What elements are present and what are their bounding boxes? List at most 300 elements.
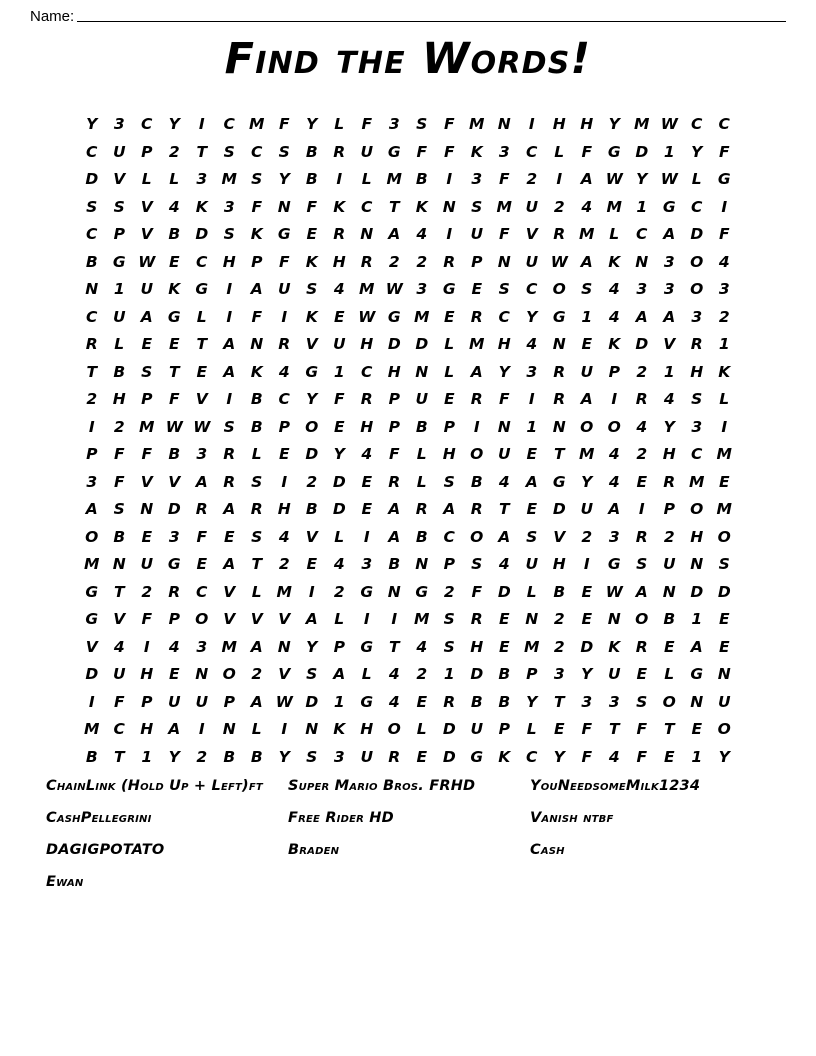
grid-cell[interactable]: K xyxy=(608,335,621,354)
grid-cell[interactable]: V xyxy=(140,197,153,216)
grid-cell[interactable]: R xyxy=(278,335,291,354)
grid-cell[interactable]: Y xyxy=(168,747,180,766)
grid-cell[interactable]: F xyxy=(113,445,125,464)
grid-cell[interactable]: D xyxy=(497,582,511,601)
grid-cell[interactable]: A xyxy=(635,307,648,326)
grid-cell[interactable]: M xyxy=(359,280,375,299)
grid-cell[interactable]: P xyxy=(333,637,345,656)
grid-cell[interactable]: U xyxy=(717,692,731,711)
grid-cell[interactable]: F xyxy=(141,445,153,464)
grid-cell[interactable]: L xyxy=(251,582,262,601)
grid-cell[interactable]: 3 xyxy=(581,692,593,711)
grid-cell[interactable]: B xyxy=(553,582,566,601)
grid-cell[interactable]: 4 xyxy=(608,280,620,299)
grid-cell[interactable]: K xyxy=(168,280,181,299)
grid-cell[interactable]: L xyxy=(444,362,455,381)
grid-cell[interactable]: A xyxy=(85,500,98,519)
grid-cell[interactable]: P xyxy=(251,252,263,271)
grid-cell[interactable]: V xyxy=(140,472,153,491)
grid-cell[interactable]: S xyxy=(223,142,235,161)
grid-cell[interactable]: A xyxy=(443,500,456,519)
grid-cell[interactable]: M xyxy=(139,417,155,436)
grid-cell[interactable]: 1 xyxy=(333,362,345,381)
grid-cell[interactable]: R xyxy=(470,500,483,519)
grid-cell[interactable]: K xyxy=(250,362,263,381)
grid-cell[interactable]: F xyxy=(361,115,373,134)
grid-cell[interactable]: H xyxy=(140,665,154,684)
grid-cell[interactable]: H xyxy=(552,115,566,134)
grid-cell[interactable]: Y xyxy=(526,307,538,326)
grid-cell[interactable]: R xyxy=(388,747,401,766)
grid-cell[interactable]: P xyxy=(498,720,510,739)
grid-cell[interactable]: N xyxy=(497,417,511,436)
grid-cell[interactable]: N xyxy=(415,362,429,381)
grid-cell[interactable]: A xyxy=(663,225,676,244)
grid-cell[interactable]: N xyxy=(552,417,566,436)
grid-cell[interactable]: I xyxy=(391,610,398,629)
grid-cell[interactable]: H xyxy=(112,390,126,409)
grid-cell[interactable]: C xyxy=(86,142,98,161)
grid-cell[interactable]: K xyxy=(195,197,208,216)
grid-cell[interactable]: D xyxy=(415,335,429,354)
grid-cell[interactable]: I xyxy=(88,417,95,436)
grid-cell[interactable]: U xyxy=(167,692,181,711)
grid-cell[interactable]: U xyxy=(332,335,346,354)
grid-cell[interactable]: I xyxy=(198,115,205,134)
grid-cell[interactable]: W xyxy=(138,252,156,271)
grid-cell[interactable]: A xyxy=(635,582,648,601)
grid-cell[interactable]: E xyxy=(168,252,180,271)
grid-cell[interactable]: C xyxy=(113,720,125,739)
grid-cell[interactable]: B xyxy=(168,445,181,464)
grid-cell[interactable]: W xyxy=(605,582,623,601)
grid-cell[interactable]: Y xyxy=(663,417,675,436)
grid-cell[interactable]: U xyxy=(277,280,291,299)
grid-cell[interactable]: D xyxy=(717,582,731,601)
grid-cell[interactable]: Y xyxy=(498,362,510,381)
grid-cell[interactable]: D xyxy=(470,665,484,684)
grid-cell[interactable]: M xyxy=(496,197,512,216)
grid-cell[interactable]: F xyxy=(416,142,428,161)
grid-cell[interactable]: E xyxy=(663,747,675,766)
grid-cell[interactable]: P xyxy=(141,142,153,161)
grid-cell[interactable]: 1 xyxy=(333,692,345,711)
grid-cell[interactable]: H xyxy=(332,252,346,271)
grid-cell[interactable]: P xyxy=(388,417,400,436)
grid-cell[interactable]: S xyxy=(498,280,510,299)
grid-cell[interactable]: S xyxy=(251,170,263,189)
grid-cell[interactable]: E xyxy=(141,335,153,354)
grid-cell[interactable]: G xyxy=(360,692,374,711)
grid-cell[interactable]: S xyxy=(141,362,153,381)
grid-cell[interactable]: U xyxy=(360,747,374,766)
grid-cell[interactable]: 2 xyxy=(388,252,400,271)
grid-cell[interactable]: 4 xyxy=(168,197,180,216)
grid-cell[interactable]: E xyxy=(498,610,510,629)
grid-cell[interactable]: C xyxy=(526,747,538,766)
grid-cell[interactable]: L xyxy=(114,335,125,354)
grid-cell[interactable]: A xyxy=(498,527,511,546)
grid-cell[interactable]: O xyxy=(717,527,731,546)
grid-cell[interactable]: M xyxy=(469,335,485,354)
grid-cell[interactable]: O xyxy=(717,720,731,739)
grid-cell[interactable]: L xyxy=(554,142,565,161)
grid-cell[interactable]: L xyxy=(251,445,262,464)
grid-cell[interactable]: E xyxy=(306,555,318,574)
grid-cell[interactable]: D xyxy=(387,335,401,354)
grid-cell[interactable]: S xyxy=(636,555,648,574)
grid-cell[interactable]: 3 xyxy=(113,115,125,134)
grid-cell[interactable]: N xyxy=(250,335,264,354)
grid-cell[interactable]: 3 xyxy=(526,362,538,381)
grid-cell[interactable]: L xyxy=(609,225,620,244)
grid-cell[interactable]: K xyxy=(305,252,318,271)
grid-cell[interactable]: F xyxy=(443,115,455,134)
word-list-item[interactable]: CashPellegrini xyxy=(46,810,152,826)
grid-cell[interactable]: Y xyxy=(608,115,620,134)
grid-cell[interactable]: 3 xyxy=(636,280,648,299)
grid-cell[interactable]: N xyxy=(360,225,374,244)
grid-cell[interactable]: N xyxy=(387,582,401,601)
grid-cell[interactable]: T xyxy=(608,720,620,739)
grid-cell[interactable]: P xyxy=(86,445,98,464)
grid-cell[interactable]: K xyxy=(333,720,346,739)
grid-cell[interactable]: E xyxy=(526,445,538,464)
grid-cell[interactable]: F xyxy=(471,582,483,601)
grid-cell[interactable]: O xyxy=(470,527,484,546)
grid-cell[interactable]: W xyxy=(165,417,183,436)
grid-cell[interactable]: A xyxy=(223,335,236,354)
grid-cell[interactable]: G xyxy=(167,555,181,574)
grid-cell[interactable]: E xyxy=(581,610,593,629)
grid-cell[interactable]: I xyxy=(226,280,233,299)
grid-cell[interactable]: S xyxy=(113,500,125,519)
grid-cell[interactable]: K xyxy=(250,225,263,244)
grid-cell[interactable]: U xyxy=(662,555,676,574)
grid-cell[interactable]: S xyxy=(251,527,263,546)
grid-cell[interactable]: C xyxy=(691,445,703,464)
grid-cell[interactable]: Y xyxy=(306,390,318,409)
grid-cell[interactable]: M xyxy=(84,555,100,574)
grid-cell[interactable]: H xyxy=(360,720,374,739)
grid-cell[interactable]: R xyxy=(85,335,98,354)
grid-cell[interactable]: 2 xyxy=(113,417,125,436)
grid-cell[interactable]: C xyxy=(361,197,373,216)
grid-cell[interactable]: V xyxy=(223,610,236,629)
grid-cell[interactable]: 4 xyxy=(608,307,620,326)
grid-cell[interactable]: 1 xyxy=(718,335,730,354)
grid-cell[interactable]: S xyxy=(223,417,235,436)
grid-cell[interactable]: 4 xyxy=(498,555,510,574)
grid-cell[interactable]: D xyxy=(635,335,649,354)
grid-cell[interactable]: N xyxy=(222,720,236,739)
grid-cell[interactable]: 4 xyxy=(663,390,675,409)
grid-cell[interactable]: F xyxy=(718,225,730,244)
grid-cell[interactable]: V xyxy=(305,335,318,354)
grid-cell[interactable]: C xyxy=(251,142,263,161)
grid-cell[interactable]: Y xyxy=(278,170,290,189)
grid-cell[interactable]: 4 xyxy=(278,362,290,381)
grid-cell[interactable]: L xyxy=(444,335,455,354)
grid-cell[interactable]: M xyxy=(221,170,237,189)
grid-cell[interactable]: M xyxy=(386,170,402,189)
grid-cell[interactable]: Y xyxy=(581,665,593,684)
word-list-item[interactable]: Cash xyxy=(530,842,565,858)
grid-cell[interactable]: G xyxy=(552,472,566,491)
grid-cell[interactable]: K xyxy=(415,197,428,216)
grid-cell[interactable]: S xyxy=(443,610,455,629)
grid-cell[interactable]: T xyxy=(113,582,125,601)
grid-cell[interactable]: 2 xyxy=(553,197,565,216)
grid-cell[interactable]: 1 xyxy=(691,747,703,766)
grid-cell[interactable]: I xyxy=(556,170,563,189)
grid-cell[interactable]: R xyxy=(663,472,676,491)
grid-cell[interactable]: C xyxy=(361,362,373,381)
grid-cell[interactable]: L xyxy=(334,610,345,629)
grid-cell[interactable]: R xyxy=(635,637,648,656)
grid-cell[interactable]: Y xyxy=(168,115,180,134)
grid-cell[interactable]: V xyxy=(85,637,98,656)
grid-cell[interactable]: 4 xyxy=(333,280,345,299)
grid-cell[interactable]: B xyxy=(498,692,511,711)
word-list-item[interactable]: Ewan xyxy=(46,874,84,890)
word-list-item[interactable]: Braden xyxy=(288,842,340,858)
grid-cell[interactable]: K xyxy=(718,362,731,381)
grid-cell[interactable]: S xyxy=(471,197,483,216)
grid-cell[interactable]: I xyxy=(198,720,205,739)
grid-cell[interactable]: I xyxy=(281,720,288,739)
grid-cell[interactable]: V xyxy=(525,225,538,244)
grid-cell[interactable]: C xyxy=(86,225,98,244)
grid-cell[interactable]: H xyxy=(360,417,374,436)
grid-cell[interactable]: A xyxy=(388,225,401,244)
grid-cell[interactable]: R xyxy=(470,390,483,409)
grid-cell[interactable]: A xyxy=(388,500,401,519)
grid-cell[interactable]: S xyxy=(443,637,455,656)
grid-cell[interactable]: W xyxy=(385,280,403,299)
grid-cell[interactable]: S xyxy=(718,555,730,574)
grid-cell[interactable]: 1 xyxy=(636,197,648,216)
grid-cell[interactable]: O xyxy=(690,252,704,271)
grid-cell[interactable]: 2 xyxy=(168,142,180,161)
grid-cell[interactable]: T xyxy=(553,692,565,711)
grid-cell[interactable]: L xyxy=(361,170,372,189)
grid-cell[interactable]: U xyxy=(470,225,484,244)
grid-cell[interactable]: I xyxy=(363,610,370,629)
grid-cell[interactable]: H xyxy=(497,335,511,354)
grid-cell[interactable]: 4 xyxy=(361,445,373,464)
grid-cell[interactable]: U xyxy=(525,252,539,271)
grid-cell[interactable]: 2 xyxy=(553,637,565,656)
grid-cell[interactable]: S xyxy=(251,472,263,491)
grid-cell[interactable]: M xyxy=(414,610,430,629)
grid-cell[interactable]: S xyxy=(471,555,483,574)
grid-cell[interactable]: H xyxy=(690,527,704,546)
grid-cell[interactable]: N xyxy=(305,720,319,739)
grid-cell[interactable]: B xyxy=(663,610,676,629)
grid-cell[interactable]: F xyxy=(388,445,400,464)
grid-cell[interactable]: A xyxy=(305,610,318,629)
grid-cell[interactable]: R xyxy=(635,527,648,546)
grid-cell[interactable]: 3 xyxy=(388,115,400,134)
grid-cell[interactable]: B xyxy=(498,665,511,684)
grid-cell[interactable]: O xyxy=(552,280,566,299)
grid-cell[interactable]: P xyxy=(141,390,153,409)
grid-cell[interactable]: I xyxy=(446,170,453,189)
grid-cell[interactable]: A xyxy=(250,637,263,656)
grid-cell[interactable]: E xyxy=(196,362,208,381)
grid-cell[interactable]: B xyxy=(305,170,318,189)
grid-cell[interactable]: V xyxy=(305,527,318,546)
grid-cell[interactable]: M xyxy=(276,582,292,601)
grid-cell[interactable]: S xyxy=(526,527,538,546)
grid-cell[interactable]: 4 xyxy=(526,335,538,354)
grid-cell[interactable]: C xyxy=(141,115,153,134)
grid-cell[interactable]: 1 xyxy=(113,280,125,299)
grid-cell[interactable]: S xyxy=(416,115,428,134)
grid-cell[interactable]: D xyxy=(305,445,319,464)
grid-cell[interactable]: 4 xyxy=(388,665,400,684)
grid-cell[interactable]: T xyxy=(196,142,208,161)
grid-cell[interactable]: U xyxy=(140,555,154,574)
grid-cell[interactable]: 2 xyxy=(251,665,263,684)
grid-cell[interactable]: E xyxy=(553,720,565,739)
grid-cell[interactable]: O xyxy=(662,692,676,711)
grid-cell[interactable]: T xyxy=(86,362,98,381)
grid-cell[interactable]: U xyxy=(112,665,126,684)
grid-cell[interactable]: Y xyxy=(718,747,730,766)
grid-cell[interactable]: G xyxy=(552,307,566,326)
grid-cell[interactable]: D xyxy=(690,225,704,244)
grid-cell[interactable]: F xyxy=(113,692,125,711)
grid-cell[interactable]: M xyxy=(579,445,595,464)
grid-cell[interactable]: R xyxy=(333,142,346,161)
grid-cell[interactable]: G xyxy=(112,252,126,271)
grid-cell[interactable]: 2 xyxy=(278,555,290,574)
grid-cell[interactable]: N xyxy=(140,500,154,519)
grid-cell[interactable]: 2 xyxy=(416,665,428,684)
grid-cell[interactable]: F xyxy=(278,115,290,134)
word-list-item[interactable]: ChainLink (Hold Up + Left)ft xyxy=(46,778,263,794)
grid-cell[interactable]: R xyxy=(388,472,401,491)
grid-cell[interactable]: S xyxy=(278,142,290,161)
grid-cell[interactable]: E xyxy=(498,637,510,656)
grid-cell[interactable]: A xyxy=(608,500,621,519)
grid-cell[interactable]: K xyxy=(305,307,318,326)
grid-cell[interactable]: L xyxy=(526,720,537,739)
grid-cell[interactable]: C xyxy=(718,115,730,134)
grid-cell[interactable]: 2 xyxy=(306,472,318,491)
grid-cell[interactable]: I xyxy=(528,390,535,409)
grid-cell[interactable]: E xyxy=(416,692,428,711)
grid-cell[interactable]: E xyxy=(333,307,345,326)
grid-cell[interactable]: F xyxy=(718,142,730,161)
grid-cell[interactable]: A xyxy=(168,720,181,739)
grid-cell[interactable]: 1 xyxy=(443,665,455,684)
grid-cell[interactable]: 4 xyxy=(416,225,428,244)
grid-cell[interactable]: I xyxy=(363,527,370,546)
grid-cell[interactable]: 3 xyxy=(196,637,208,656)
grid-cell[interactable]: L xyxy=(361,665,372,684)
grid-cell[interactable]: A xyxy=(525,472,538,491)
grid-cell[interactable]: F xyxy=(636,720,648,739)
grid-cell[interactable]: 3 xyxy=(718,280,730,299)
grid-cell[interactable]: E xyxy=(361,472,373,491)
grid-cell[interactable]: E xyxy=(471,280,483,299)
grid-cell[interactable]: B xyxy=(305,500,318,519)
grid-cell[interactable]: I xyxy=(308,582,315,601)
grid-cell[interactable]: D xyxy=(442,747,456,766)
grid-cell[interactable]: 1 xyxy=(663,362,675,381)
grid-cell[interactable]: N xyxy=(607,610,621,629)
grid-cell[interactable]: A xyxy=(580,170,593,189)
grid-cell[interactable]: D xyxy=(332,500,346,519)
grid-cell[interactable]: F xyxy=(581,747,593,766)
grid-cell[interactable]: H xyxy=(552,555,566,574)
grid-cell[interactable]: G xyxy=(717,170,731,189)
grid-cell[interactable]: G xyxy=(305,362,319,381)
grid-cell[interactable]: B xyxy=(85,747,98,766)
grid-cell[interactable]: G xyxy=(360,637,374,656)
grid-cell[interactable]: H xyxy=(277,500,291,519)
grid-cell[interactable]: L xyxy=(334,115,345,134)
grid-cell[interactable]: T xyxy=(388,637,400,656)
grid-cell[interactable]: B xyxy=(470,692,483,711)
grid-cell[interactable]: D xyxy=(305,692,319,711)
grid-cell[interactable]: U xyxy=(140,280,154,299)
word-list-item[interactable]: Vanish ntbf xyxy=(530,810,614,826)
grid-cell[interactable]: E xyxy=(636,472,648,491)
grid-cell[interactable]: 4 xyxy=(113,637,125,656)
grid-cell[interactable]: S xyxy=(691,390,703,409)
grid-cell[interactable]: 3 xyxy=(168,527,180,546)
grid-cell[interactable]: E xyxy=(691,720,703,739)
word-list-item[interactable]: DAGIGPOTATO xyxy=(46,842,165,858)
grid-cell[interactable]: V xyxy=(250,610,263,629)
grid-cell[interactable]: V xyxy=(195,390,208,409)
grid-cell[interactable]: O xyxy=(690,280,704,299)
grid-cell[interactable]: G xyxy=(387,307,401,326)
grid-cell[interactable]: B xyxy=(250,390,263,409)
grid-cell[interactable]: A xyxy=(250,280,263,299)
grid-cell[interactable]: B xyxy=(415,170,428,189)
grid-cell[interactable]: I xyxy=(446,225,453,244)
grid-cell[interactable]: G xyxy=(442,280,456,299)
name-write-line[interactable] xyxy=(77,20,786,22)
grid-cell[interactable]: Y xyxy=(581,472,593,491)
grid-cell[interactable]: 3 xyxy=(416,280,428,299)
grid-cell[interactable]: C xyxy=(196,582,208,601)
grid-cell[interactable]: 3 xyxy=(663,280,675,299)
grid-cell[interactable]: P xyxy=(113,225,125,244)
grid-cell[interactable]: R xyxy=(690,335,703,354)
grid-cell[interactable]: 3 xyxy=(86,472,98,491)
grid-cell[interactable]: A xyxy=(690,637,703,656)
grid-cell[interactable]: F xyxy=(333,390,345,409)
grid-cell[interactable]: A xyxy=(580,390,593,409)
grid-cell[interactable]: H xyxy=(442,445,456,464)
grid-cell[interactable]: C xyxy=(526,142,538,161)
grid-cell[interactable]: F xyxy=(581,142,593,161)
grid-cell[interactable]: 3 xyxy=(691,417,703,436)
grid-cell[interactable]: N xyxy=(717,665,731,684)
grid-cell[interactable]: T xyxy=(553,445,565,464)
grid-cell[interactable]: M xyxy=(689,472,705,491)
grid-cell[interactable]: C xyxy=(86,307,98,326)
grid-cell[interactable]: S xyxy=(581,280,593,299)
grid-cell[interactable]: B xyxy=(113,527,126,546)
grid-cell[interactable]: L xyxy=(719,390,730,409)
